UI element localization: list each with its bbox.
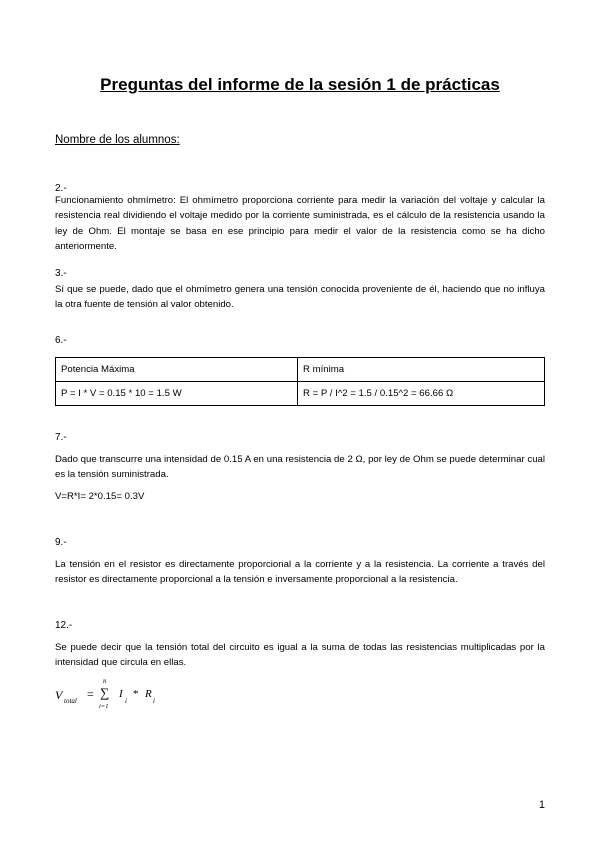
page-title: Preguntas del informe de la sesión 1 de prácticas: [100, 75, 500, 94]
section-number: 9.-: [55, 537, 67, 548]
sum-formula: [55, 677, 255, 715]
formula-term1-sub: i: [125, 697, 127, 705]
table-header-cell: R mínima: [298, 358, 545, 382]
section-number: 2.-: [55, 183, 67, 194]
formula-lhs-sub: total: [64, 697, 77, 705]
sigma-icon: ∑: [100, 685, 110, 700]
section-number: 7.-: [55, 432, 67, 443]
students-label: Nombre de los alumnos:: [55, 134, 180, 146]
power-table: [55, 357, 545, 406]
formula-sum-lower: i=1: [99, 703, 109, 710]
table-header-row: [56, 358, 545, 382]
table-row: [56, 382, 545, 406]
section-text: Dado que transcurre una intensidad de 0.15 A en una resistencia de 2 Ω, por ley de Ohm se puede determinar cual es la tensión suministrada.: [55, 454, 545, 481]
formula-lhs: V: [55, 688, 63, 702]
table-cell: P = I * V = 0.15 * 10 = 1.5 W: [56, 382, 298, 406]
section-text: Sí que se puede, dado que el ohmímetro genera una tensión conocida proveniente de él, haciendo que no influya la otra fuente de tensión al valor obtenido.: [55, 284, 545, 311]
formula-term1: I: [119, 688, 123, 700]
section-number: 12.-: [55, 620, 73, 631]
page-number: 1: [538, 799, 545, 811]
formula-term2: R: [145, 688, 152, 700]
section-number: 6.-: [55, 335, 67, 346]
section-text: Funcionamiento ohmímetro: El ohmímetro proporciona corriente para medir la variación del voltaje y calcular la resistencia real dividiendo el voltaje medido por la corriente suministrada, es el cálculo de la resistencia usando la ley de Ohm. El montaje se basa en ese principio para medir el valor de la resistencia como se ha dicho anteriormente.: [55, 195, 545, 252]
section-text: La tensión en el resistor es directamente proporcional a la corriente y a la resistencia. La corriente a través del resistor es directamente proporcional a la tensión e inversamente proporcional a la resistencia.: [55, 559, 545, 586]
formula-equals: =: [87, 687, 94, 701]
formula-operator: *: [133, 688, 139, 700]
section-text: Se puede decir que la tensión total del circuito es igual a la suma de todas las resistencias multiplicadas por la intensidad que circula en ellas.: [55, 642, 545, 669]
section-number: 3.-: [55, 268, 67, 279]
section-equation: V=R*I= 2*0.15= 0.3V: [55, 491, 145, 502]
formula-term2-sub: i: [153, 697, 155, 705]
table-cell: R = P / I^2 = 1.5 / 0.15^2 = 66.66 Ω: [298, 382, 545, 406]
formula-sum-upper: n: [103, 677, 107, 685]
table-header-cell: Potencia Máxima: [56, 358, 298, 382]
